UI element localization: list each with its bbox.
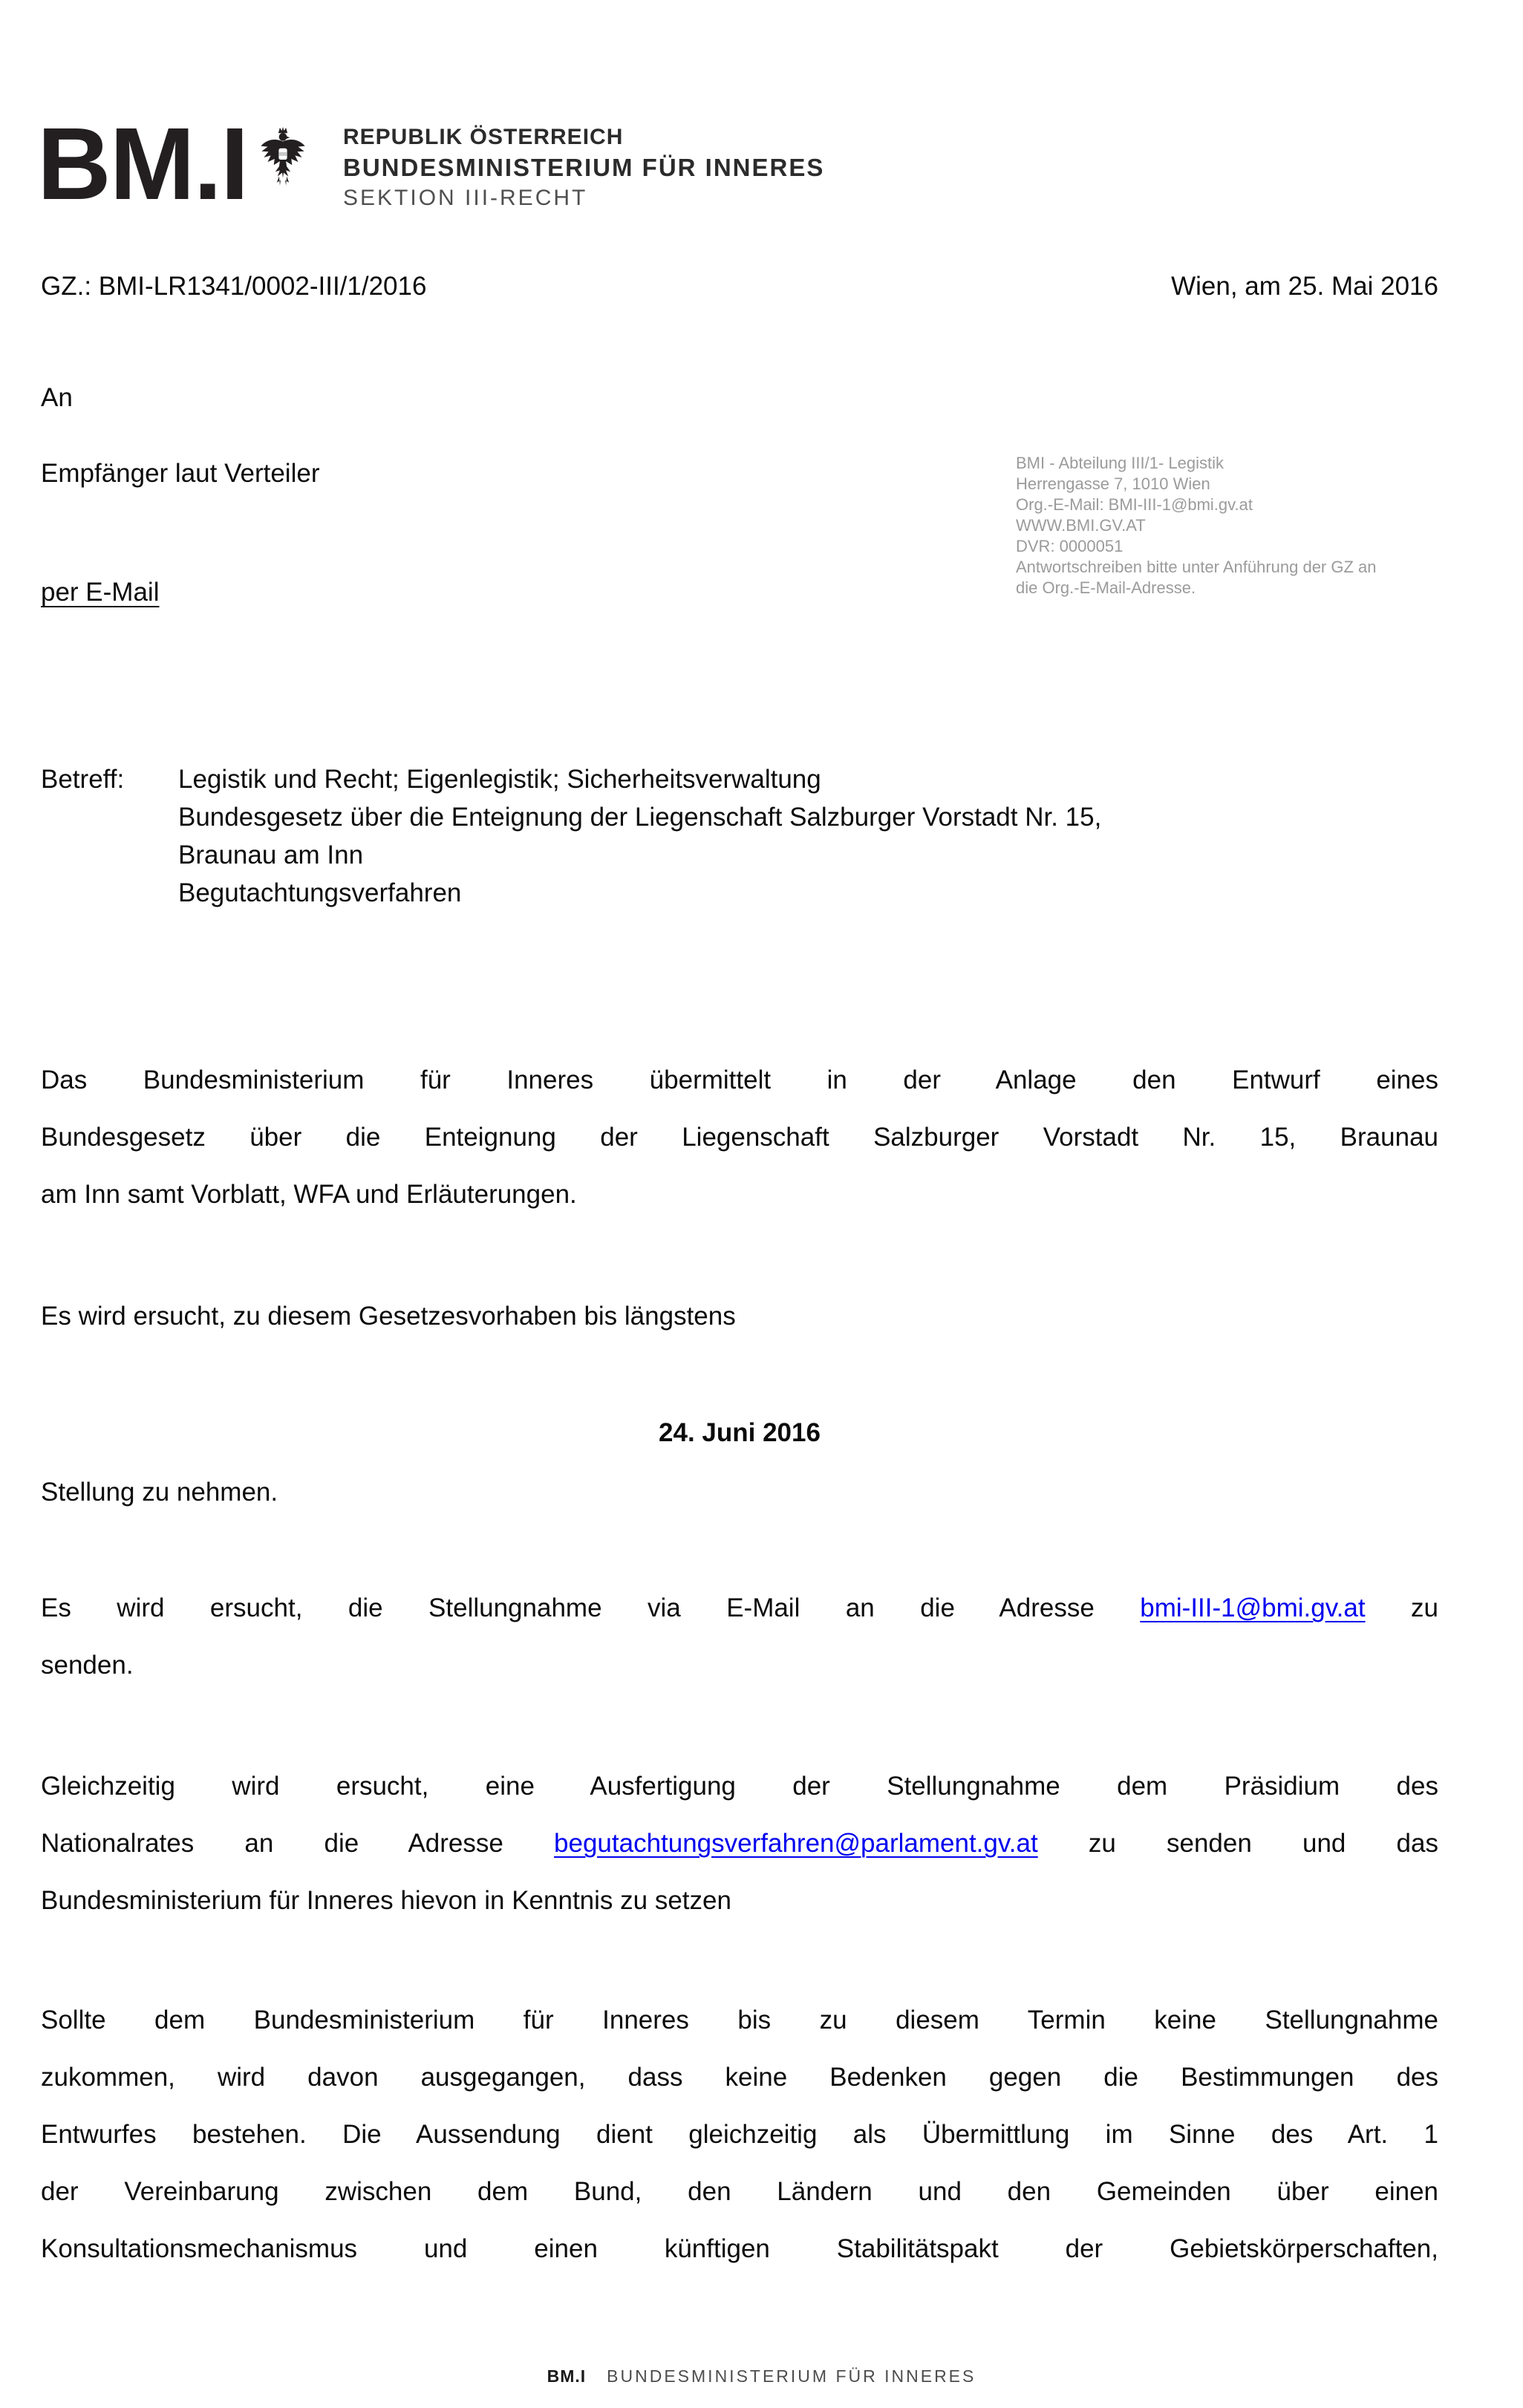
deadline-date: 24. Juni 2016 xyxy=(659,1418,821,1447)
parliament-email-link[interactable]: begutachtungsverfahren@parlament.gv.at xyxy=(554,1829,1038,1858)
body-text: Es wird ersucht, die Stellungnahme via E-Mail an die Adresse xyxy=(41,1593,1141,1622)
office-info-block xyxy=(1016,453,1476,598)
body-line: am Inn samt Vorblatt, WFA und Erläuterungen. xyxy=(41,1180,577,1209)
body-line xyxy=(41,1579,1438,1637)
paragraph-take-position xyxy=(41,1464,1438,1521)
subject-block xyxy=(178,760,1441,912)
subject-line: Legistik und Recht; Eigenlegistik; Sicherheitsverwaltung xyxy=(178,765,821,794)
body-text: Nationalrates an die Adresse xyxy=(41,1829,555,1858)
subject-line: Braunau am Inn xyxy=(178,841,364,869)
body-line: Konsultationsmechanismus und einen künftigen Stabilitätspakt der Gebietskörperschaften, xyxy=(41,2234,1438,2263)
body-line xyxy=(41,1815,1438,1872)
footer-label: BUNDESMINISTERIUM FÜR INNERES xyxy=(607,2366,976,2386)
office-info-line: Antwortschreiben bitte unter Anführung der GZ an xyxy=(1016,558,1377,576)
org-name-line1: REPUBLIK ÖSTERREICH xyxy=(343,125,624,149)
body-text: zu xyxy=(1365,1593,1438,1622)
delivery-method: per E-Mail xyxy=(41,578,160,607)
body-line: Gleichzeitig wird ersucht, eine Ausfertigung der Stellungnahme dem Präsidium des xyxy=(41,1772,1438,1801)
office-info-line: Herrengasse 7, 1010 Wien xyxy=(1016,474,1210,493)
recipient-salutation: An xyxy=(41,383,73,412)
body-text: zu senden und das xyxy=(1037,1829,1438,1858)
bmi-email-link[interactable]: bmi-III-1@bmi.gv.at xyxy=(1140,1593,1366,1622)
reference-row xyxy=(41,267,1438,305)
recipient-name: Empfänger laut Verteiler xyxy=(41,459,320,488)
paragraph-transmittal xyxy=(41,1051,1438,1223)
file-reference-number: GZ.: BMI-LR1341/0002-III/1/2016 xyxy=(41,272,427,301)
office-info-line: WWW.BMI.GV.AT xyxy=(1016,516,1146,535)
bmi-logo-text: BM.I xyxy=(37,107,248,221)
page-footer xyxy=(0,2365,1523,2387)
body-line: Bundesministerium für Inneres hievon in Kenntnis zu setzen xyxy=(41,1886,731,1915)
office-info-line: die Org.-E-Mail-Adresse. xyxy=(1016,578,1196,597)
body-line: Es wird ersucht, zu diesem Gesetzesvorhaben bis längstens xyxy=(41,1302,736,1331)
paragraph-request-deadline xyxy=(41,1288,1438,1345)
office-info-line: Org.-E-Mail: BMI-III-1@bmi.gv.at xyxy=(1016,495,1253,514)
footer-logo: BM.I xyxy=(547,2366,587,2386)
subject-line: Begutachtungsverfahren xyxy=(178,878,462,907)
org-section-line: SEKTION III-RECHT xyxy=(343,186,588,210)
body-line: zukommen, wird davon ausgegangen, dass keine Bedenken gegen die Bestimmungen des xyxy=(41,2063,1438,2092)
body-line: Entwurfes bestehen. Die Aussendung dient gleichzeitig als Übermittlung im Sinne des Art. 1 xyxy=(41,2120,1438,2149)
paragraph-no-response-assumption xyxy=(41,1991,1438,2277)
place-and-date: Wien, am 25. Mai 2016 xyxy=(1171,272,1438,301)
body-line: Bundesgesetz über die Enteignung der Liegenschaft Salzburger Vorstadt Nr. 15, Braunau xyxy=(41,1123,1438,1152)
body-line: senden. xyxy=(41,1651,134,1680)
office-info-line: BMI - Abteilung III/1- Legistik xyxy=(1016,454,1224,472)
body-line: Sollte dem Bundesministerium für Inneres bis zu diesem Termin keine Stellungnahme xyxy=(41,2006,1438,2035)
austrian-eagle-icon xyxy=(258,126,307,190)
subject-label: Betreff: xyxy=(41,765,125,794)
org-name-line2: BUNDESMINISTERIUM FÜR INNERES xyxy=(343,154,825,181)
paragraph-parliament-copy xyxy=(41,1758,1438,1929)
paragraph-send-statement xyxy=(41,1579,1438,1694)
body-line: Stellung zu nehmen. xyxy=(41,1478,278,1507)
body-line: der Vereinbarung zwischen dem Bund, den Ländern und den Gemeinden über einen xyxy=(41,2177,1438,2206)
body-line: Das Bundesministerium für Inneres übermittelt in der Anlage den Entwurf eines xyxy=(41,1066,1438,1094)
subject-line: Bundesgesetz über die Enteignung der Liegenschaft Salzburger Vorstadt Nr. 15, xyxy=(178,803,1102,832)
office-info-line: DVR: 0000051 xyxy=(1016,537,1124,555)
